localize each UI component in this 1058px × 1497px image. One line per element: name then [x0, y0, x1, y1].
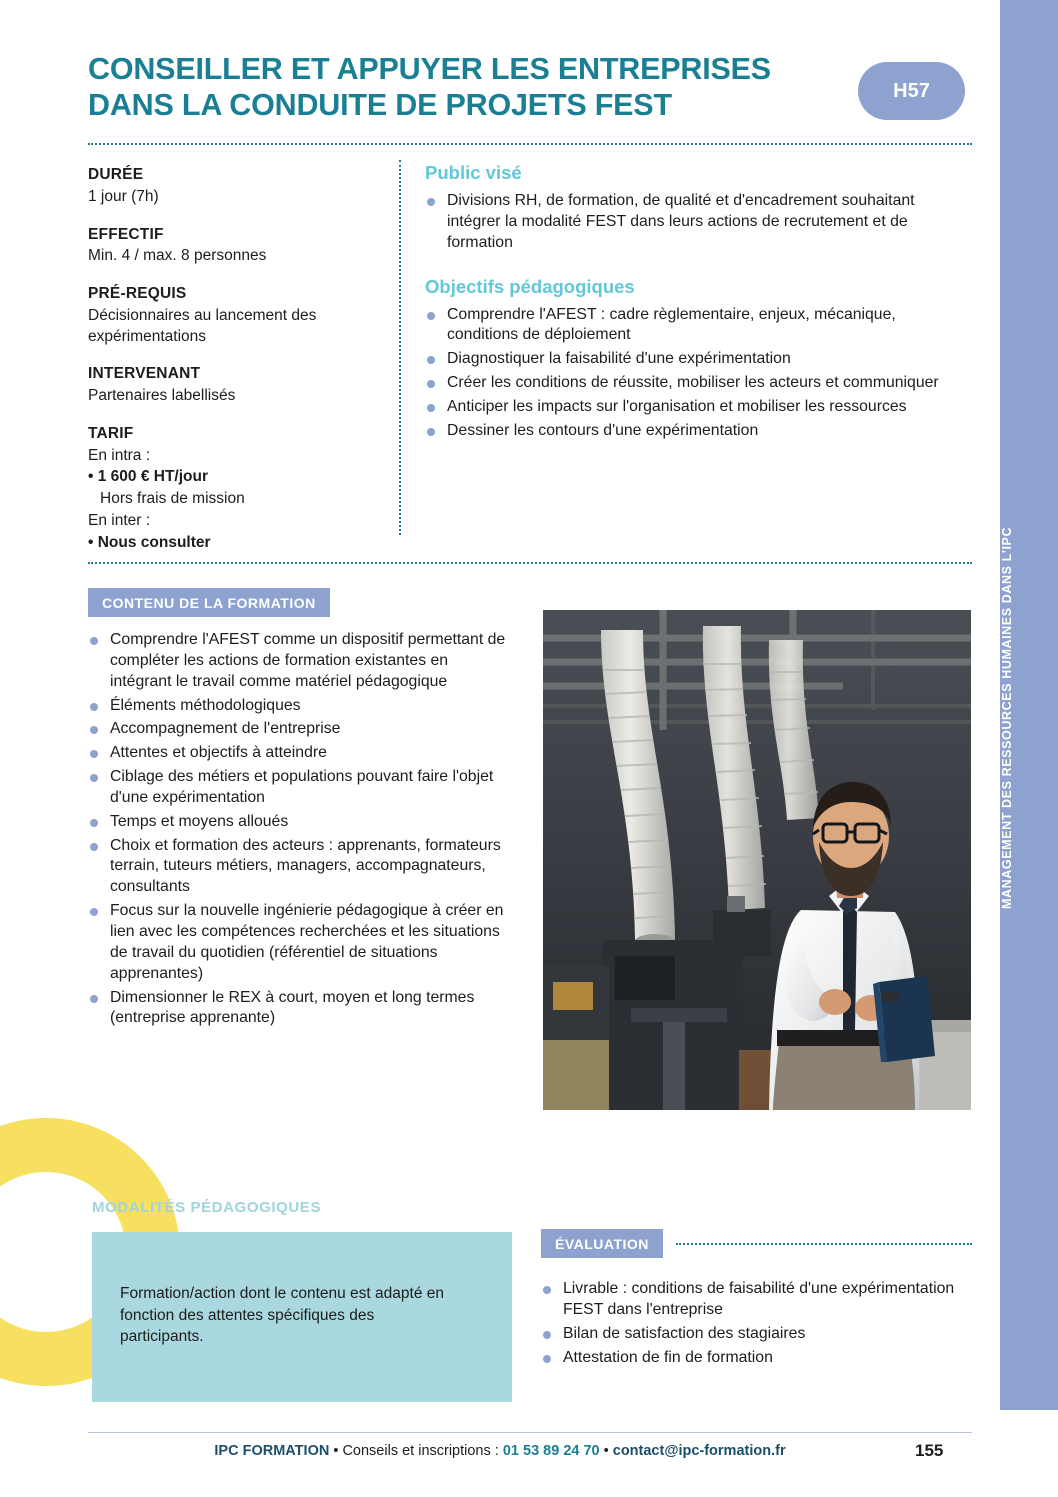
footer-phone: 01 53 89 24 70: [502, 1443, 600, 1459]
list-item: Diagnostiquer la faisabilité d'une expérimentation: [425, 349, 965, 370]
duree-label: DURÉE: [88, 166, 144, 183]
list-item: Dimensionner le REX à court, moyen et long termes (entreprise apprenante): [88, 988, 508, 1030]
list-item: Accompagnement de l'entreprise: [88, 719, 508, 740]
evaluation-list: [541, 1279, 971, 1371]
tarif-label: TARIF: [88, 424, 134, 442]
tarif-inter-label: En inter :: [88, 511, 151, 529]
list-item: Divisions RH, de formation, de qualité et d'encadrement souhaitant intégrer la modalité FEST dans leurs actions de recrutement et de formation: [425, 191, 965, 254]
list-item: Éléments méthodologiques: [88, 696, 508, 717]
public-vise-heading: Public visé: [425, 162, 522, 183]
list-item: Attestation de fin de formation: [541, 1348, 971, 1369]
list-item: Focus sur la nouvelle ingénierie pédagogique à créer en lien avec les compétences recherchées et les situations de travail du quotidien (référentiel de situations apprenantes): [88, 901, 508, 984]
footer-email: contact@ipc-formation.fr: [612, 1443, 786, 1459]
list-item: Attentes et objectifs à atteindre: [88, 743, 508, 764]
list-item: Créer les conditions de réussite, mobiliser les acteurs et communiquer: [425, 373, 965, 394]
public-objectifs-column: [425, 162, 965, 445]
prerequis-label: PRÉ-REQUIS: [88, 285, 187, 303]
duree-value: 1 jour (7h): [88, 187, 159, 205]
tarif-intra-note: Hors frais de mission: [100, 490, 245, 508]
public-vise-list: [425, 191, 965, 254]
prerequis-value: Décisionnaires au lancement des expérimentations: [88, 306, 317, 345]
list-item: Temps et moyens alloués: [88, 812, 508, 833]
evaluation-heading: ÉVALUATION: [541, 1229, 663, 1258]
course-info-column: [88, 165, 388, 553]
course-code-badge: H57: [858, 62, 965, 120]
footer-sep-2: •: [599, 1443, 613, 1459]
modalites-text: Formation/action dont le contenu est adapté en fonction des attentes spécifiques des participants.: [120, 1285, 444, 1346]
page-number: 155: [915, 1441, 944, 1460]
contenu-list: [88, 630, 508, 1032]
side-tab-footer-gap: [1000, 1410, 1058, 1497]
divider-evaluation: [676, 1243, 972, 1245]
effectif-label: EFFECTIF: [88, 225, 164, 243]
tarif-intra-label: En intra :: [88, 446, 151, 464]
list-item: Dessiner les contours d'une expérimentation: [425, 421, 965, 442]
modalites-heading: MODALITÉS PÉDAGOGIQUES: [92, 1199, 322, 1216]
objectifs-heading: Objectifs pédagogiques: [425, 275, 635, 297]
tarif-inter-value: • Nous consulter: [88, 533, 211, 551]
footer: [88, 1443, 912, 1459]
intervenant-label: INTERVENANT: [88, 365, 201, 383]
tarif-intra-price: • 1 600 € HT/jour: [88, 468, 208, 486]
effectif-value: Min. 4 / max. 8 personnes: [88, 247, 267, 265]
contenu-heading: CONTENU DE LA FORMATION: [88, 588, 330, 617]
list-item: Ciblage des métiers et populations pouvant faire l'objet d'une expérimentation: [88, 767, 508, 809]
footer-divider: [88, 1432, 972, 1433]
footer-brand: IPC FORMATION: [214, 1443, 330, 1459]
divider-middle: [88, 562, 972, 564]
list-item: Comprendre l'AFEST : cadre règlementaire, enjeux, mécanique, conditions de déploiement: [425, 305, 965, 347]
intervenant-value: Partenaires labellisés: [88, 387, 236, 405]
list-item: Choix et formation des acteurs : apprenants, formateurs terrain, tuteurs métiers, managers, accompagnateurs, consultants: [88, 836, 508, 899]
list-item: Bilan de satisfaction des stagiaires: [541, 1324, 971, 1345]
side-tab-label: MANAGEMENT DES RESSOURCES HUMAINES DANS L'IPC: [1000, 526, 1014, 910]
list-item: Livrable : conditions de faisabilité d'une expérimentation FEST dans l'entreprise: [541, 1279, 971, 1321]
divider-top: [88, 143, 972, 145]
footer-sep-1: • Conseils et inscriptions :: [329, 1443, 503, 1459]
list-item: Anticiper les impacts sur l'organisation et mobiliser les ressources: [425, 397, 965, 418]
page-title: CONSEILLER ET APPUYER LES ENTREPRISES DANS LA CONDUITE DE PROJETS FEST: [88, 52, 771, 122]
objectifs-list: [425, 305, 965, 442]
divider-vertical: [399, 160, 401, 535]
list-item: Comprendre l'AFEST comme un dispositif permettant de compléter les actions de formation existantes en intégrant le travail comme matériel pédagogique: [88, 630, 508, 693]
course-photo: [543, 610, 971, 1110]
